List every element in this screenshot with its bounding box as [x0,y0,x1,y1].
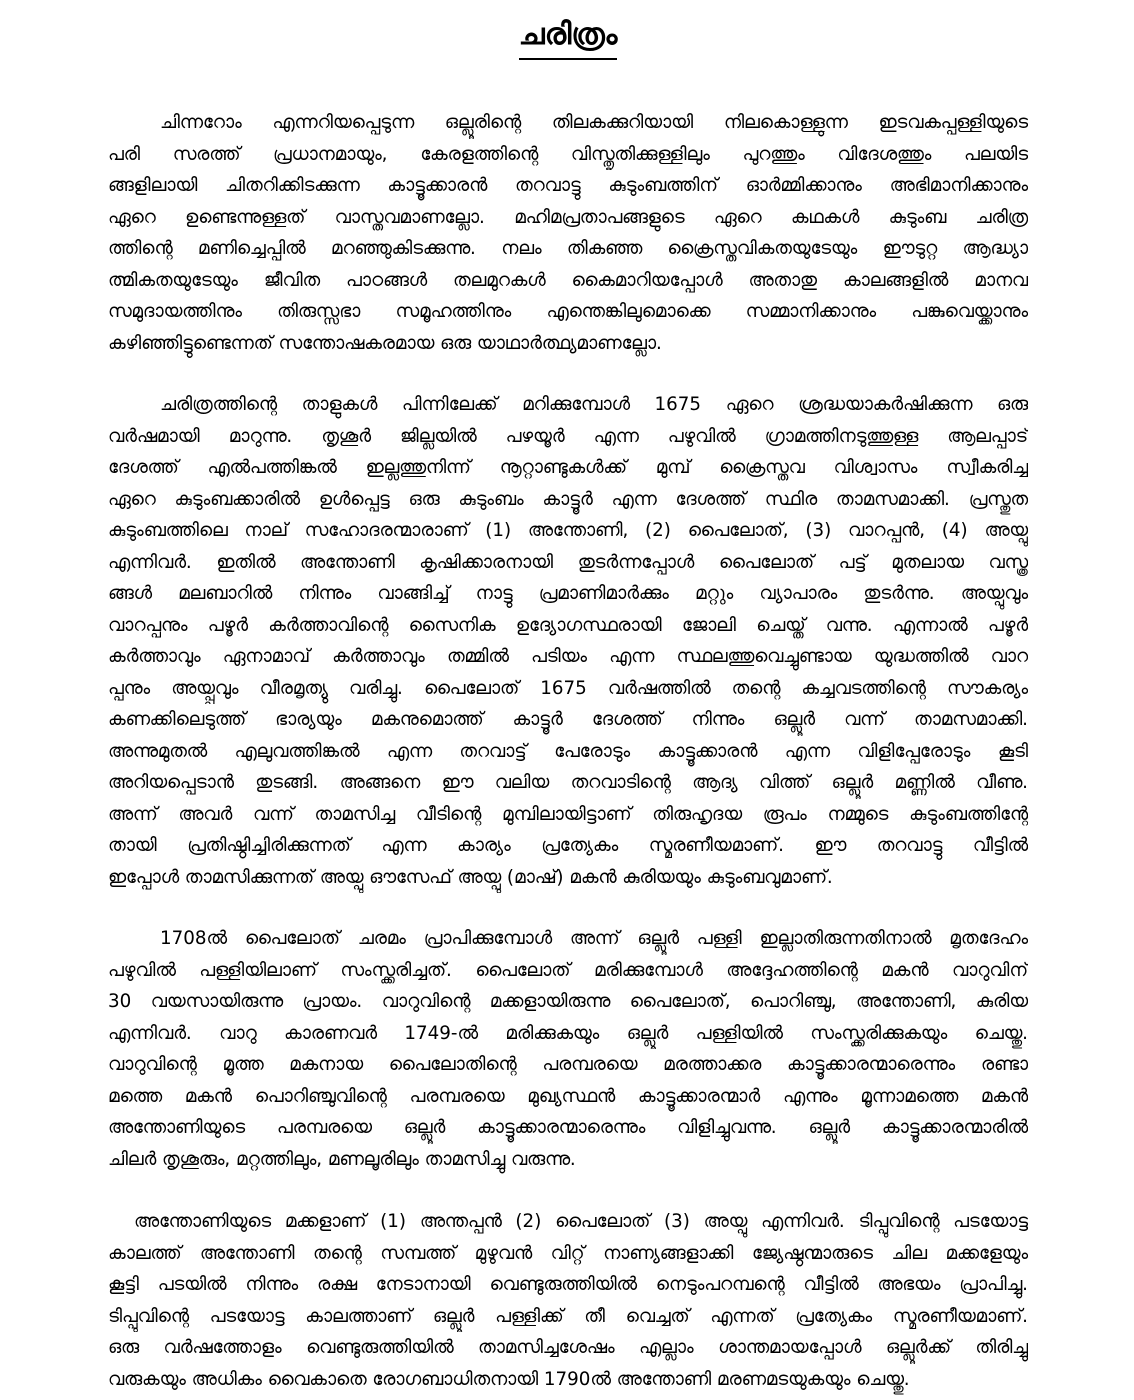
paragraph-line: ദേശത്ത് എൽപത്തിങ്കൽ ഇല്ലത്തുനിന്ന് നൂറ്റാണ്ടുകൾക്ക് മുമ്പ് ക്രൈസ്തവ വിശ്വാസം സ്വീകരിച്ച [108,457,1028,478]
paragraph-line: ത്തിന്റെ മണിച്ചെപ്പിൽ മറഞ്ഞുകിടക്കുന്നു. നലം തികഞ്ഞ ക്രൈസ്തവികതയുടേയും ഈടുറ്റ ആദ്ധ്യാ [108,238,1028,259]
paragraph-line: കൂട്ടി പടയിൽ നിന്നും രക്ഷ നേടാനായി വെണ്ടുരുത്തിയിൽ നെടുംപറമ്പന്റെ വീട്ടിൽ അഭയം പ്രാപിച്ചു. [108,1274,1028,1295]
paragraph-line: വർഷമായി മാറുന്നു. തൃശൂർ ജില്ലയിൽ പഴയൂർ എന്ന പഴുവിൽ ഗ്രാമത്തിനടുത്തുള്ള ആലപ്പാട് [108,425,1028,447]
paragraph-line: ചരിത്രത്തിന്റെ താളുകൾ പിന്നിലേക്ക് മറിക്കുമ്പോൾ 1675 ഏറെ ശ്രദ്ധയാകർഷിക്കുന്ന ഒരു [160,394,1028,415]
paragraph-line: അന്തോണിയുടെ മക്കളാണ് (1) അന്തപ്പൻ (2) പൈലോത് (3) അയ്പു എന്നിവർ. ടിപ്പുവിന്റെ പടയോട്ട [134,1211,1028,1232]
paragraph-line: വാറുവിന്റെ മൂത്ത മകനായ പൈലോതിന്റെ പരമ്പരയെ മരത്താക്കര കാട്ടൂക്കാരന്മാരെന്നും രണ്ടാ [108,1054,1028,1075]
paragraph-line: ചിലർ തൃശൂരും, മറ്റത്തിലും, മണലൂരിലും താമസിച്ചു വരുന്നു. [108,1148,576,1170]
paragraph-2 [108,389,1028,893]
paragraph-line: ഏറെ ഉണ്ടെന്നുള്ളത് വാസ്തവമാണല്ലോ. മഹിമപ്രതാപങ്ങളുടെ ഏറെ കഥകൾ കുടുംബ ചരിത്ര [108,206,1028,228]
paragraph-line: ചിന്നറോം എന്നറിയപ്പെടുന്ന ഒല്ലൂരിന്റെ തിലകക്കുറിയായി നിലകൊള്ളുന്ന ഇടവകപ്പള്ളിയുടെ [160,112,1028,133]
paragraph-line: അറിയപ്പെടാൻ തുടങ്ങി. അങ്ങനെ ഈ വലിയ തറവാടിന്റെ ആദ്യ വിത്ത് ഒല്ലൂർ മണ്ണിൽ വീണു. [108,772,1028,793]
paragraph-3 [108,923,1028,1175]
paragraph-line: ഇപ്പോൾ താമസിക്കുന്നത് അയ്പു ഔസേഫ് അയ്പു (മാഷ്) മകൻ കുരിയയും കുടുംബവുമാണ്. [108,866,833,888]
paragraph-line: ത്മികതയുടേയും ജീവിത പാഠങ്ങൾ തലമുറകൾ കൈമാറിയപ്പോൾ അതാതു കാലങ്ങളിൽ മാനവ [108,269,1028,291]
paragraph-line: വരുകയും അധികം വൈകാതെ രോഗബാധിതനായി 1790ൽ അന്തോണി മരണമടയുകയും ചെയ്തു. [108,1368,910,1390]
paragraph-line: കർത്താവും ഏനാമാവ് കർത്താവും തമ്മിൽ പടിയം എന്ന സ്ഥലത്തുവെച്ചുണ്ടായ യുദ്ധത്തിൽ വാറ [108,646,1028,667]
paragraph-line: ങ്ങളിലായി ചിതറിക്കിടക്കുന്ന കാട്ടൂക്കാരൻ തറവാട്ടു കുടുംബത്തിന് ഓർമ്മിക്കാനും അഭിമാനിക്കാനും [108,175,1028,196]
paragraph-line: കുടുംബത്തിലെ നാല് സഹോദരന്മാരാണ് (1) അന്തോണി, (2) പൈലോത്, (3) വാറപ്പൻ, (4) അയ്പു [108,520,1028,541]
paragraph-line: ഒരു വർഷത്തോളം വെണ്ടുരുത്തിയിൽ താമസിച്ചശേഷം എല്ലാം ശാന്തമായപ്പോൾ ഒല്ലൂർക്ക് തിരിച്ചു [108,1337,1028,1358]
page-title [108,14,1028,60]
paragraph-line: അന്നുമുതൽ എലുവത്തിങ്കൽ എന്ന തറവാട്ട് പേരോടും കാട്ടൂക്കാരൻ എന്ന വിളിപ്പേരോടും കൂടി [108,740,1028,762]
paragraph-line: സമുദായത്തിനും തിരുസ്സഭാ സമൂഹത്തിനും എന്തെങ്കിലുമൊക്കെ സമ്മാനിക്കാനും പങ്കുവെയ്ക്കാനും [108,301,1028,322]
paragraph-line: ങ്ങൾ മലബാറിൽ നിന്നും വാങ്ങിച്ച് നാട്ടു പ്രമാണിമാർക്കും മറ്റും വ്യാപാരം തുടർന്നു. അയ്പുവും [108,583,1028,604]
paragraph-line: കാലത്ത് അന്തോണി തന്റെ സമ്പത്ത് മുഴുവൻ വിറ്റ് നാണ്യങ്ങളാക്കി ജ്യേഷ്ഠന്മാരുടെ ചില മക്കളേയും [108,1242,1028,1264]
paragraph-line: അന്തോണിയുടെ പരമ്പരയെ ഒല്ലൂർ കാട്ടൂക്കാരന്മാരെന്നും വിളിച്ചുവന്നു. ഒല്ലൂർ കാട്ടൂക്കാരന്മാരിൽ [108,1117,1028,1138]
paragraph-line: 1708ൽ പൈലോത് ചരമം പ്രാപിക്കുമ്പോൾ അന്ന് ഒല്ലൂർ പള്ളി ഇല്ലാതിരുന്നതിനാൽ മൃതദേഹം [160,928,1028,949]
document-page [108,0,1028,1390]
paragraph-line: കണക്കിലെടുത്ത് ഭാര്യയും മകനുമൊത്ത് കാട്ടൂർ ദേശത്ത് നിന്നും ഒല്ലൂർ വന്ന് താമസമാക്കി. [108,709,1028,730]
paragraph-line: വാറപ്പനും പഴൂർ കർത്താവിന്റെ സൈനിക ഉദ്യോഗസ്ഥരായി ജോലി ചെയ്ത് വന്നു. എന്നാൽ പഴൂർ [108,614,1028,636]
paragraph-line: മത്തെ മകൻ പൊറിഞ്ചുവിന്റെ പരമ്പരയെ മുഖ്യസ്ഥൻ കാട്ടൂക്കാരന്മാർ എന്നും മൂന്നാമത്തെ മകൻ [108,1085,1028,1107]
paragraph-line: എന്നിവർ. വാറു കാരണവർ 1749-ൽ മരിക്കുകയും ഒല്ലൂർ പള്ളിയിൽ സംസ്ക്കരിക്കുകയും ചെയ്തു. [108,1022,1028,1044]
paragraph-4 [108,1206,1028,1395]
paragraph-line: എന്നിവർ. ഇതിൽ അന്തോണി കൃഷിക്കാരനായി തുടർന്നപ്പോൾ പൈലോത് പട്ട് മുതലായ വസ്ത്ര [108,551,1028,573]
paragraph-line: കഴിഞ്ഞിട്ടുണ്ടെന്നത് സന്തോഷകരമായ ഒരു യാഥാർത്ഥ്യമാണല്ലോ. [108,332,662,354]
paragraph-line: പരി സരത്ത് പ്രധാനമായും, കേരളത്തിന്റെ വിസ്തൃതിക്കുള്ളിലും പുറത്തും വിദേശത്തും പലയിട [108,143,1028,165]
paragraph-line: തായി പ്രതിഷ്ഠിച്ചിരിക്കുന്നത് എന്ന കാര്യം പ്രത്യേകം സ്മരണീയമാണ്. ഈ തറവാട്ടു വീട്ടിൽ [108,835,1028,856]
paragraph-1 [108,107,1028,359]
paragraph-line: 30 വയസായിരുന്നു പ്രായം. വാറുവിന്റെ മക്കളായിരുന്നു പൈലോത്, പൊറിഞ്ചു, അന്തോണി, കുരിയ [108,991,1028,1012]
paragraph-line: അന്ന് അവർ വന്ന് താമസിച്ച വീടിന്റെ മുമ്പിലായിട്ടാണ് തിരുഹൃദയ രൂപം നമ്മുടെ കുടുംബത്തിന്റേ [108,803,1028,825]
paragraph-line: ടിപ്പുവിന്റെ പടയോട്ട കാലത്താണ് ഒല്ലൂർ പള്ളിക്ക് തീ വെച്ചത് എന്നത് പ്രത്യേകം സ്മരണീയമാണ്. [108,1305,1028,1327]
paragraph-line: ഏറെ കുടുംബക്കാരിൽ ഉൾപ്പെട്ട ഒരു കുടുംബം കാട്ടൂർ എന്ന ദേശത്ത് സ്ഥിര താമസമാക്കി. പ്രസ്തുത [108,488,1028,510]
page-title-text: ചരിത്രം [519,14,618,60]
paragraph-line: പ്പനും അയ്പ്പുവും വീരമൃത്യു വരിച്ചു. പൈലോത് 1675 വർഷത്തിൽ തന്റെ കച്ചവടത്തിന്റെ സൗകര്യം [108,677,1028,699]
paragraph-line: പഴുവിൽ പള്ളിയിലാണ് സംസ്ക്കരിച്ചത്. പൈലോത് മരിക്കുമ്പോൾ അദ്ദേഹത്തിന്റെ മകൻ വാറുവിന് [108,959,1028,981]
